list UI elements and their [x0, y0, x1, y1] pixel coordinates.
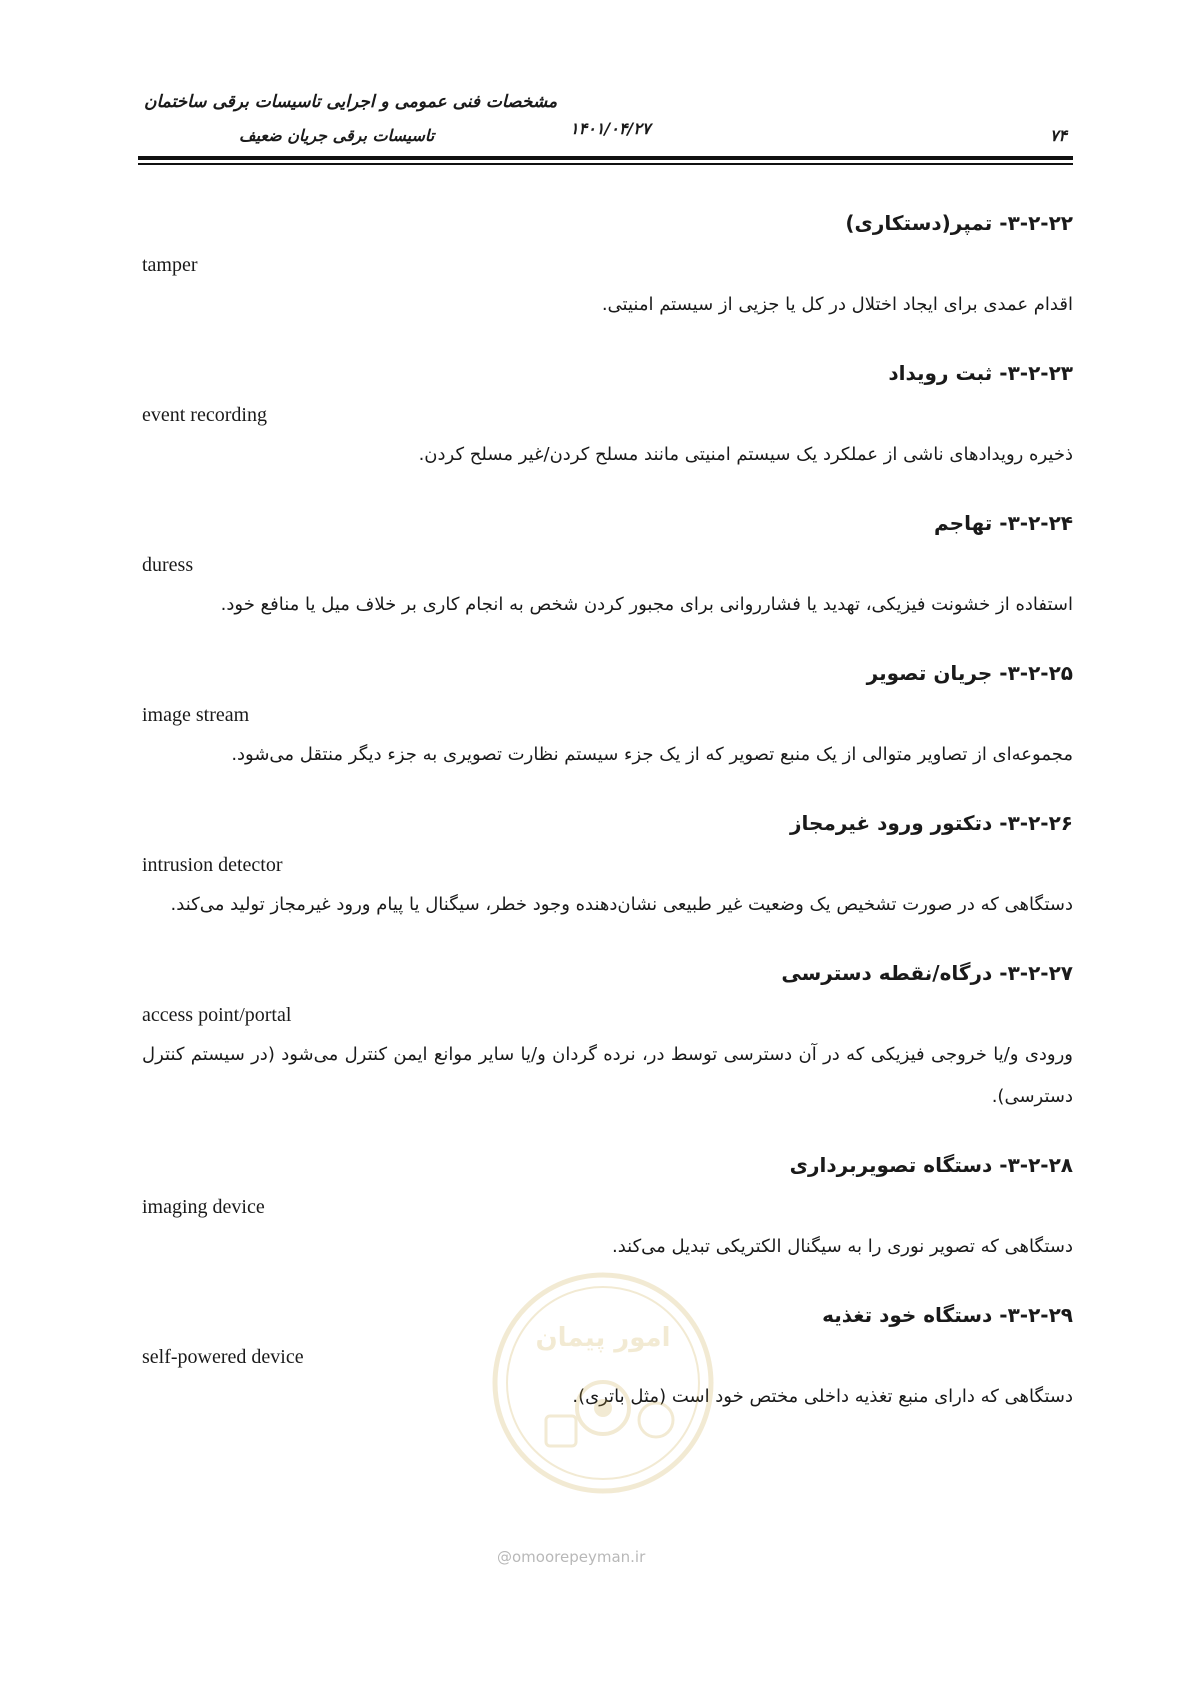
entry-heading: ۳-۲-۲۳- ثبت رویداد	[888, 361, 1073, 385]
entry-heading: ۳-۲-۲۵- جریان تصویر	[866, 661, 1073, 685]
definition-entry	[142, 1298, 1073, 1418]
entry-definition: دستگاهی که تصویر نوری را به سیگنال الکتریکی تبدیل می‌کند.	[611, 1236, 1073, 1257]
document-title: مشخصات فنی عمومی و اجرایی تاسیسات برقی ساختمان	[144, 92, 558, 112]
entry-heading: ۳-۲-۲۸- دستگاه تصویربرداری	[789, 1153, 1073, 1177]
entry-heading: ۳-۲-۲۷- درگاه/نقطه دسترسی	[781, 961, 1073, 985]
entry-definition: مجموعه‌ای از تصاویر متوالی از یک منبع تصویر که از یک جزء سیستم نظارت تصویری به جزء دیگر منتقل می‌شود.	[231, 744, 1073, 765]
definition-entry	[142, 1148, 1073, 1268]
page-header	[138, 86, 1073, 166]
entry-heading: ۳-۲-۲۶- دتکتور ورود غیرمجاز	[790, 811, 1073, 835]
definition-entry	[142, 506, 1073, 626]
entry-term: intrusion detector	[142, 854, 283, 876]
entry-term: event recording	[142, 404, 267, 426]
entry-term: image stream	[142, 704, 250, 726]
entry-term: imaging device	[142, 1196, 265, 1218]
entry-definition: ورودی و/یا خروجی فیزیکی که در آن دسترسی توسط در، نرده گردان و/یا سایر موانع ایمن کنترل می‌شود (در سیستم کنترل دسترسی).	[142, 1044, 1073, 1107]
definition-entry	[142, 806, 1073, 926]
entry-term: self-powered device	[142, 1346, 304, 1368]
page-number: ۷۴	[1049, 126, 1067, 145]
definition-entry	[142, 656, 1073, 776]
section-title: تاسیسات برقی جریان ضعیف	[239, 126, 435, 145]
header-rule-thin	[138, 163, 1073, 165]
header-rule-thick	[138, 156, 1073, 160]
definition-entry	[142, 956, 1073, 1118]
entry-term: tamper	[142, 254, 198, 276]
entry-definition: استفاده از خشونت فیزیکی، تهدید یا فشارروانی برای مجبور کردن شخص به انجام کاری بر خلاف میل یا منافع خود.	[220, 594, 1073, 615]
entry-heading: ۳-۲-۲۲- تمپر(دستکاری)	[845, 211, 1073, 235]
entry-term: duress	[142, 554, 194, 576]
definitions-list	[142, 206, 1073, 1448]
definition-entry	[142, 356, 1073, 476]
entry-term: access point/portal	[142, 1004, 292, 1026]
entry-definition: اقدام عمدی برای ایجاد اختلال در کل یا جزیی از سیستم امنیتی.	[601, 294, 1073, 315]
entry-heading: ۳-۲-۲۹- دستگاه خود تغذیه	[822, 1303, 1073, 1327]
entry-definition: ذخیره رویدادهای ناشی از عملکرد یک سیستم امنیتی مانند مسلح کردن/غیر مسلح کردن.	[418, 444, 1073, 465]
entry-heading: ۳-۲-۲۴- تهاجم	[933, 511, 1073, 535]
entry-definition: دستگاهی که در صورت تشخیص یک وضعیت غیر طبیعی نشان‌دهنده وجود خطر، سیگنال یا پیام ورود غیرمجاز تولید می‌کند.	[170, 894, 1073, 915]
watermark-url: @omoorepeyman.ir	[497, 1548, 646, 1566]
entry-definition: دستگاهی که دارای منبع تغذیه داخلی مختص خود است (مثل باتری).	[572, 1386, 1073, 1407]
definition-entry	[142, 206, 1073, 326]
watermark-logo-text: امور پیمان	[535, 1323, 671, 1353]
document-date: ۱۴۰۱/۰۴/۲۷	[570, 119, 651, 138]
